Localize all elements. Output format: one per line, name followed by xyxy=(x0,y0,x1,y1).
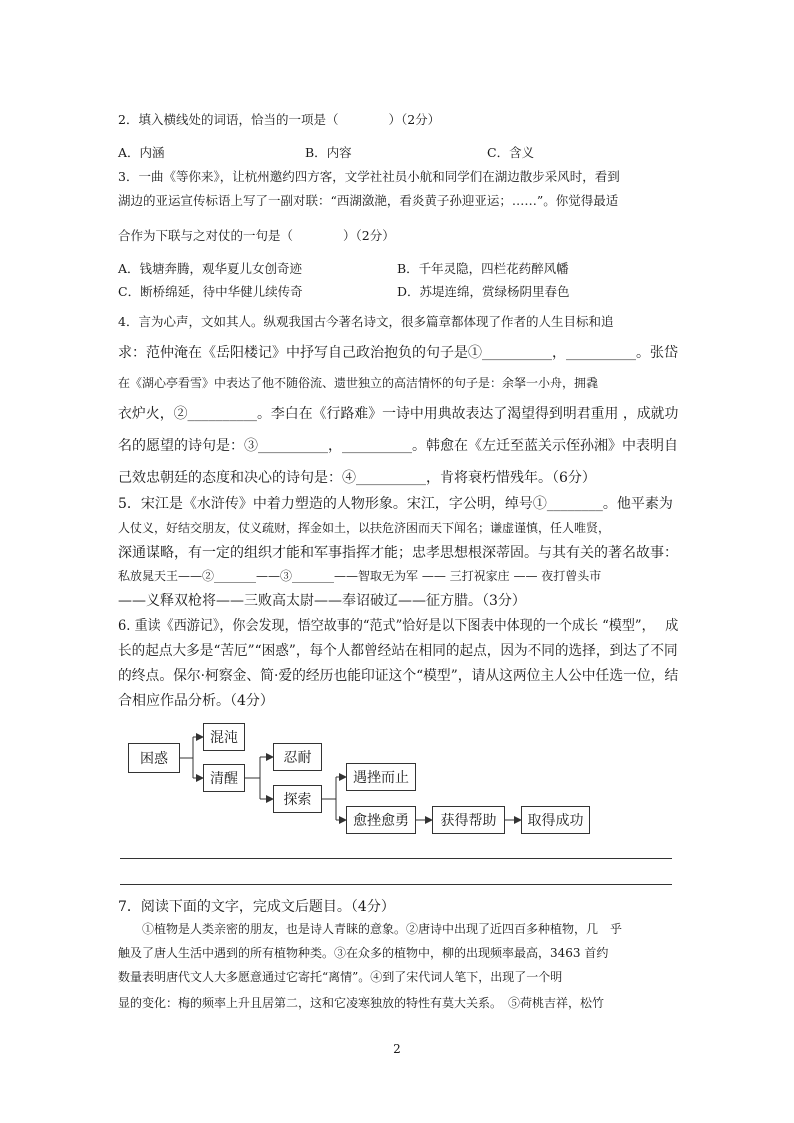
q3-option-b: B．千年灵隐，四栏花药醉风幡 xyxy=(397,261,569,276)
flow-node-help: 获得帮助 xyxy=(432,806,505,834)
q6-line-1: 6. 重读《西游记》，你会发现，悟空故事的“范式”恰好是以下图表中体现的一个成长 “模型”， 成 xyxy=(118,618,679,634)
q3-line-3: 合作为下联与之对仗的一句是（ ）（2分） xyxy=(118,228,395,243)
page-number: 2 xyxy=(393,1042,401,1056)
q3-option-d: D．苏堤连绵，赏绿杨阴里春色 xyxy=(397,284,570,299)
q6-line-2: 长的起点大多是“苦厄”“困惑”，每个人都曾经站在相同的起点，因为不同的选择，到达了不同 xyxy=(118,643,678,659)
flow-node-patience: 忍耐 xyxy=(273,743,322,771)
q5-line-4: 私放晁天王——②_______——③_______——智取无为军 —— 三打祝家庄 —— 夜打曾头市 xyxy=(118,569,602,583)
q4-line-5: 名的愿望的诗句是：③__________，__________。韩愈在《左迁至蓝关示侄孙湘》中表明自 xyxy=(118,438,678,454)
flow-node-start: 困惑 xyxy=(128,743,180,773)
flow-node-stop: 遇挫而止 xyxy=(346,763,416,791)
q3-line-2: 湖边的亚运宣传标语上写了一副对联：“西湖潋滟，看炎黄子孙迎亚运；……”。你觉得最适 xyxy=(118,193,619,208)
q4-line-1: 4．言为心声，文如其人。纵观我国古今著名诗文，很多篇章都体现了作者的人生目标和追 xyxy=(118,314,614,329)
q2-stem: 2．填入横线处的词语，恰当的一项是（ ）（2分） xyxy=(118,112,441,127)
flow-node-success: 取得成功 xyxy=(521,806,590,834)
answer-line-2 xyxy=(120,884,672,885)
q3-option-a: A．钱塘奔腾，观华夏儿女创奇迹 xyxy=(118,261,303,276)
answer-line-1 xyxy=(120,858,672,859)
q4-line-2: 求：范仲淹在《岳阳楼记》中抒写自己政治抱负的句子是①__________，__________。张岱 xyxy=(118,345,678,361)
q5-line-2: 人仗义，好结交朋友，仗义疏财，挥金如土，以扶危济困而天下闻名；谦虚谨慎，任人唯贤， xyxy=(118,521,611,535)
q7-line-1: 7．阅读下面的文字，完成文后题目。（4分） xyxy=(118,899,395,915)
q6-line-4: 合相应作品分析。（4分） xyxy=(118,693,274,709)
flow-node-brave: 愈挫愈勇 xyxy=(346,806,416,834)
q5-line-5: ——义释双枪将——三败高太尉——奉诏破辽——征方腊。（3分） xyxy=(118,593,526,609)
q4-line-3: 在《湖心亭看雪》中表达了他不随俗流、遗世独立的高洁情怀的句子是：余拏一小舟，拥毳 xyxy=(118,376,599,390)
q7-line-4: 数量表明唐代文人大多愿意通过它寄托“离情”。④到了宋代词人笔下，出现了一个明 xyxy=(118,970,563,984)
q5-line-1: 5．宋江是《水浒传》中着力塑造的人物形象。宋江，字公明，绰号①________。他平素为 xyxy=(118,496,673,512)
q5-line-3: 深通谋略，有一定的组织才能和军事指挥才能；忠孝思想根深蒂固。与其有关的著名故事： xyxy=(118,545,678,561)
q6-line-3: 的终点。保尔·柯察金、简·爱的经历也能印证这个“模型”，请从这两位主人公中任选一位，结 xyxy=(118,668,679,684)
q2-option-c: C．含义 xyxy=(487,145,535,160)
q7-line-2: ①植物是人类亲密的朋友，也是诗人青睐的意象。②唐诗中出现了近四百多种植物，几 乎 xyxy=(118,922,623,936)
flow-node-chaos: 混沌 xyxy=(203,723,245,751)
q2-option-b: B．内容 xyxy=(305,145,352,160)
q7-line-3: 触及了唐人生活中遇到的所有植物种类。③在众多的植物中，柳的出现频率最高，3463 首约 xyxy=(118,946,609,960)
q2-option-a: A．内涵 xyxy=(118,145,165,160)
q3-option-c: C．断桥绵延，待中华健儿续传奇 xyxy=(118,284,303,299)
q3-line-1: 3．一曲《等你来》，让杭州邀约四方客，文学社社员小航和同学们在湖边散步采风时，看到 xyxy=(118,169,620,184)
q4-line-6: 己效忠朝廷的态度和决心的诗句是：④__________，肯将衰朽惜残年。（6分） xyxy=(118,470,596,486)
q7-line-5: 显的变化：梅的频率上升且居第二，这和它凌寒独放的特性有莫大关系。 ⑤荷桃吉祥，松竹 xyxy=(118,996,605,1010)
flow-node-explore: 探索 xyxy=(273,785,322,813)
q4-line-4: 衣炉火，②__________。李白在《行路难》一诗中用典故表达了渴望得到明君重用 ，成就功 xyxy=(118,406,679,422)
flow-node-clear: 清醒 xyxy=(203,764,245,792)
